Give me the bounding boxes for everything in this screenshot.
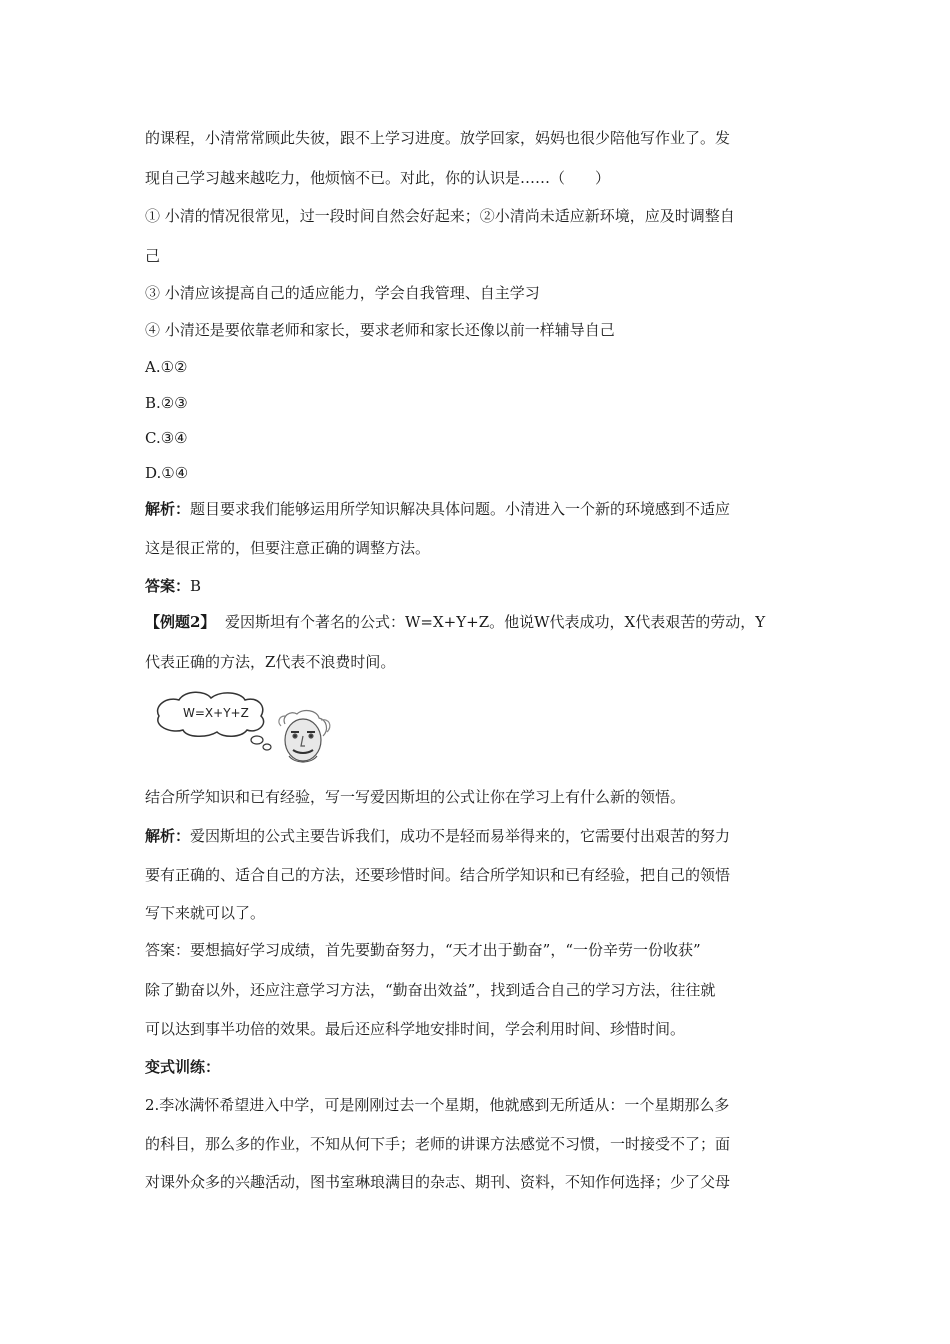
analysis-text: 爱因斯坦的公式主要告诉我们，成功不是轻而易举得来的，它需要付出艰苦的努力 [190, 827, 731, 845]
text-line: 要有正确的、适合自己的方法，还要珍惜时间。结合所学知识和已有经验，把自己的领悟 [145, 866, 731, 884]
example-text: 爱因斯坦有个著名的公式：W=X+Y+Z。他说W代表成功，X代表艰苦的劳动，Y [224, 613, 766, 631]
answer-label: 答案： [145, 577, 191, 595]
answer-1 [145, 576, 815, 596]
text-line: 写下来就可以了。 [145, 904, 266, 922]
text-line: 的课程，小清常常顾此失彼，跟不上学习进度。放学回家，妈妈也很少陪他写作业了。发 [145, 129, 731, 147]
text-line: 对课外众多的兴趣活动，图书室琳琅满目的杂志、期刊、资料，不知作何选择；少了父母 [145, 1173, 731, 1191]
text-line: 代表正确的方法，Z代表不浪费时间。 [145, 653, 396, 671]
answer-2: 答案：要想搞好学习成绩，首先要勤奋努力，“天才出于勤奋”，“一份辛劳一份收获” [145, 941, 701, 959]
option-line: ④ 小清还是要依靠老师和家长，要求老师和家长还像以前一样辅导自己 [145, 321, 615, 339]
choice-a: A.①② [145, 358, 188, 376]
choice-b: B.②③ [145, 394, 188, 412]
question-2: 结合所学知识和已有经验，写一写爱因斯坦的公式让你在学习上有什么新的领悟。 [145, 788, 686, 806]
analysis-text: 题目要求我们能够运用所学知识解决具体问题。小清进入一个新的环境感到不适应 [190, 500, 731, 518]
example-2 [145, 612, 815, 632]
choice-c: C.③④ [145, 429, 188, 447]
option-line: ③ 小清应该提高自己的适应能力，学会自我管理、自主学习 [145, 284, 540, 302]
answer-value: B [190, 577, 202, 595]
question-3: 2.李冰满怀希望进入中学，可是刚刚过去一个星期，他就感到无所适从：一个星期那么多 [145, 1096, 730, 1114]
einstein-thought-bubble-icon [145, 686, 345, 766]
analysis-label: 解析： [145, 827, 191, 845]
text-line: 可以达到事半功倍的效果。最后还应科学地安排时间，学会利用时间、珍惜时间。 [145, 1020, 686, 1038]
analysis-1 [145, 499, 815, 519]
text-line: 除了勤奋以外，还应注意学习方法，“勤奋出效益”，找到适合自己的学习方法，往往就 [145, 981, 716, 999]
option-line: 己 [145, 247, 161, 265]
option-line: ① 小清的情况很常见，过一段时间自然会好起来；②小清尚未适应新环境，应及时调整自 [145, 207, 735, 225]
text-line: 的科目，那么多的作业，不知从何下手；老师的讲课方法感觉不习惯，一时接受不了；面 [145, 1135, 731, 1153]
einstein-figure [145, 686, 345, 766]
choice-d: D.①④ [145, 464, 189, 482]
analysis-label: 解析： [145, 500, 191, 518]
text-line: 这是很正常的，但要注意正确的调整方法。 [145, 539, 431, 557]
analysis-2 [145, 826, 815, 846]
formula-bubble-text: W=X+Y+Z [183, 706, 249, 720]
example-label: 【例题2】 [145, 613, 216, 631]
text-line: 现自己学习越来越吃力，他烦恼不已。对此，你的认识是……（ ） [145, 169, 611, 187]
variant-training-heading: 变式训练： [145, 1058, 221, 1076]
